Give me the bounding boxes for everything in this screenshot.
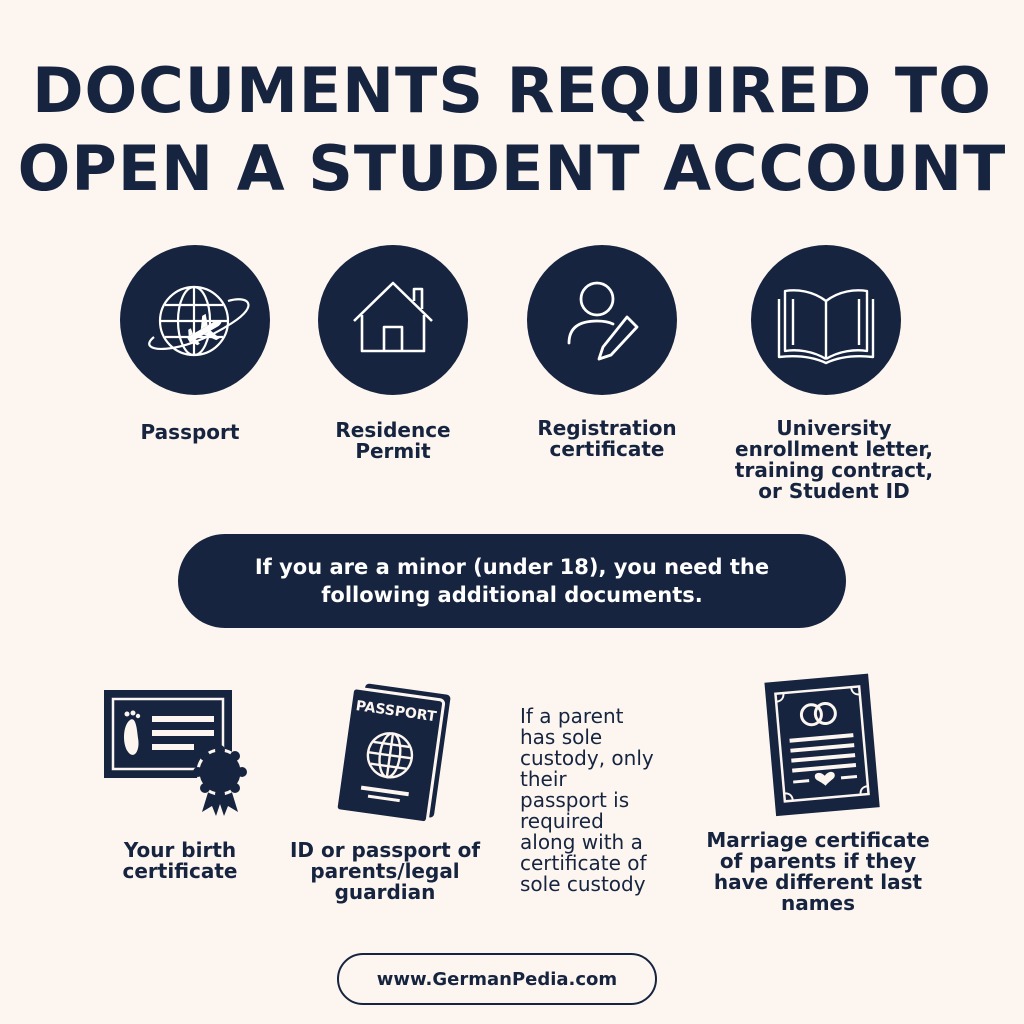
university-label: University enrollment letter, training contract, or Student ID	[734, 416, 934, 503]
minor-banner	[178, 534, 846, 628]
passport-icon	[330, 680, 460, 830]
page-title	[0, 52, 1024, 208]
registration-label: Registration certificate	[537, 416, 677, 461]
website-link[interactable]: www.GermanPedia.com	[337, 953, 657, 1005]
university-circle	[751, 245, 901, 395]
passport-circle	[120, 245, 270, 395]
marriage-certificate-icon	[756, 668, 886, 820]
title-line-2: OPEN A STUDENT ACCOUNT	[17, 132, 1007, 205]
title-line-1: DOCUMENTS REQUIRED TO	[32, 54, 992, 127]
residence-circle	[318, 245, 468, 395]
user-pen-icon	[527, 245, 677, 395]
minor-banner-text: If you are a minor (under 18), you need the following additional documents.	[254, 555, 770, 607]
birth-certificate-label: Your birth certificate	[122, 838, 238, 883]
passport-cover-text: PASSPORT	[354, 698, 438, 726]
open-book-icon	[751, 245, 901, 395]
registration-circle	[527, 245, 677, 395]
house-icon	[318, 245, 468, 395]
marriage-certificate-label: Marriage certificate of parents if they have different last names	[706, 828, 930, 915]
parent-id-label: ID or passport of parents/legal guardian	[289, 838, 481, 904]
birth-certificate-icon	[100, 686, 260, 818]
sole-custody-note: If a parent has sole custody, only their passport is required along with a certificate of sole custody	[520, 704, 654, 896]
passport-label: Passport	[140, 420, 240, 444]
globe-plane-icon	[120, 245, 270, 395]
residence-permit-label: Residence Permit	[335, 418, 451, 463]
